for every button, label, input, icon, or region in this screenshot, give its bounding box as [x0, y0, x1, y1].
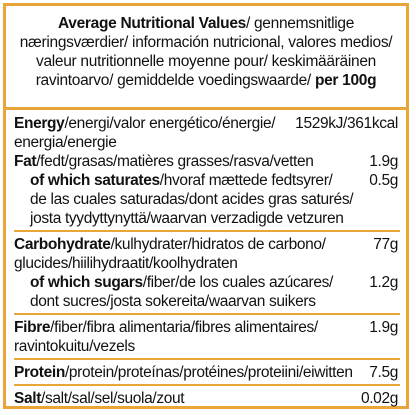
nutrient-value: 1529kJ/361kcal [295, 115, 398, 132]
nutrient-translations: /hvoraf mættede fedtsyrer/ [159, 172, 333, 189]
nutrient-name: Fibre [14, 319, 51, 336]
row-sugars [14, 273, 400, 311]
row-protein [14, 363, 400, 382]
nutrient-translations-2: de las cuales saturadas/dont acides gras saturés/ [30, 191, 354, 208]
nutrient-translations-2: ravintokuitu/vezels [14, 338, 135, 355]
nutrient-name: Protein [14, 364, 65, 381]
nutrient-translations: /fiber/de los cuales azúcares/ [142, 274, 333, 291]
nutrient-value: 1.9g [369, 153, 398, 170]
nutrient-value: 1.9g [369, 319, 398, 336]
nutrient-translations-2: dont sucres/josta sokereita/waarvan suikers [30, 293, 316, 310]
divider [14, 313, 400, 315]
nutrient-translations: /fiber/fibra alimentaria/fibres alimentaires/ [50, 319, 318, 336]
row-fat [14, 152, 400, 171]
nutrient-name: Salt [14, 390, 42, 407]
nutrient-translations-3: josta tyydyttynyttä/waarvan verzadigde vetzuren [30, 210, 344, 227]
nutrient-value: 0.02g [360, 390, 398, 407]
divider [14, 358, 400, 360]
row-salt [14, 389, 400, 408]
nutrition-table [3, 3, 409, 409]
row-saturates [14, 171, 400, 228]
nutrient-translations-2: glucides/hiilihydraatit/koolhydraten [14, 255, 238, 272]
header-title: Average Nutritional Values [57, 15, 246, 32]
nutrient-translations: /fedt/grasas/matières grasses/rasva/vetten [36, 153, 314, 170]
nutrient-translations: /energi/valor energético/énergie/ [64, 115, 276, 132]
nutrient-name: of which sugars [30, 274, 143, 291]
divider [14, 384, 400, 386]
nutrient-translations: /protein/proteínas/protéines/proteiini/eiwitten [64, 364, 353, 381]
header-per-100g: per 100g [314, 72, 377, 89]
header-line-1 [6, 14, 406, 33]
nutrient-translations: /salt/sal/sel/suola/zout [41, 390, 185, 407]
nutrient-value: 7.5g [369, 364, 398, 381]
nutrient-translations: /kulhydrater/hidratos de carbono/ [110, 236, 326, 253]
header-line-1-rest: / gennemsnitlige [245, 15, 355, 32]
header-line-3: valeur nutritionnelle moyenne pour/ keskimääräinen [36, 53, 376, 70]
nutrient-rows [14, 114, 400, 408]
header-line-4-text: ravintoarvo/ gemiddelde voedingswaarde/ [35, 72, 311, 89]
row-fibre [14, 318, 400, 356]
divider [14, 230, 400, 232]
header-line-4 [6, 71, 406, 90]
nutrient-translations-2: energia/energie [14, 134, 117, 151]
row-carbohydrate [14, 235, 400, 273]
nutrient-value: 0.5g [369, 172, 398, 189]
table-header [6, 6, 406, 110]
row-energy [14, 114, 400, 152]
nutrient-value: 1.2g [369, 274, 398, 291]
nutrient-value: 77g [373, 236, 398, 253]
header-line-2: næringsværdier/ información nutricional, valores medios/ [19, 34, 393, 51]
nutrient-name: Energy [14, 115, 65, 132]
nutrient-name: of which saturates [30, 172, 160, 189]
nutrient-name: Carbohydrate [14, 236, 111, 253]
nutrient-name: Fat [14, 153, 37, 170]
